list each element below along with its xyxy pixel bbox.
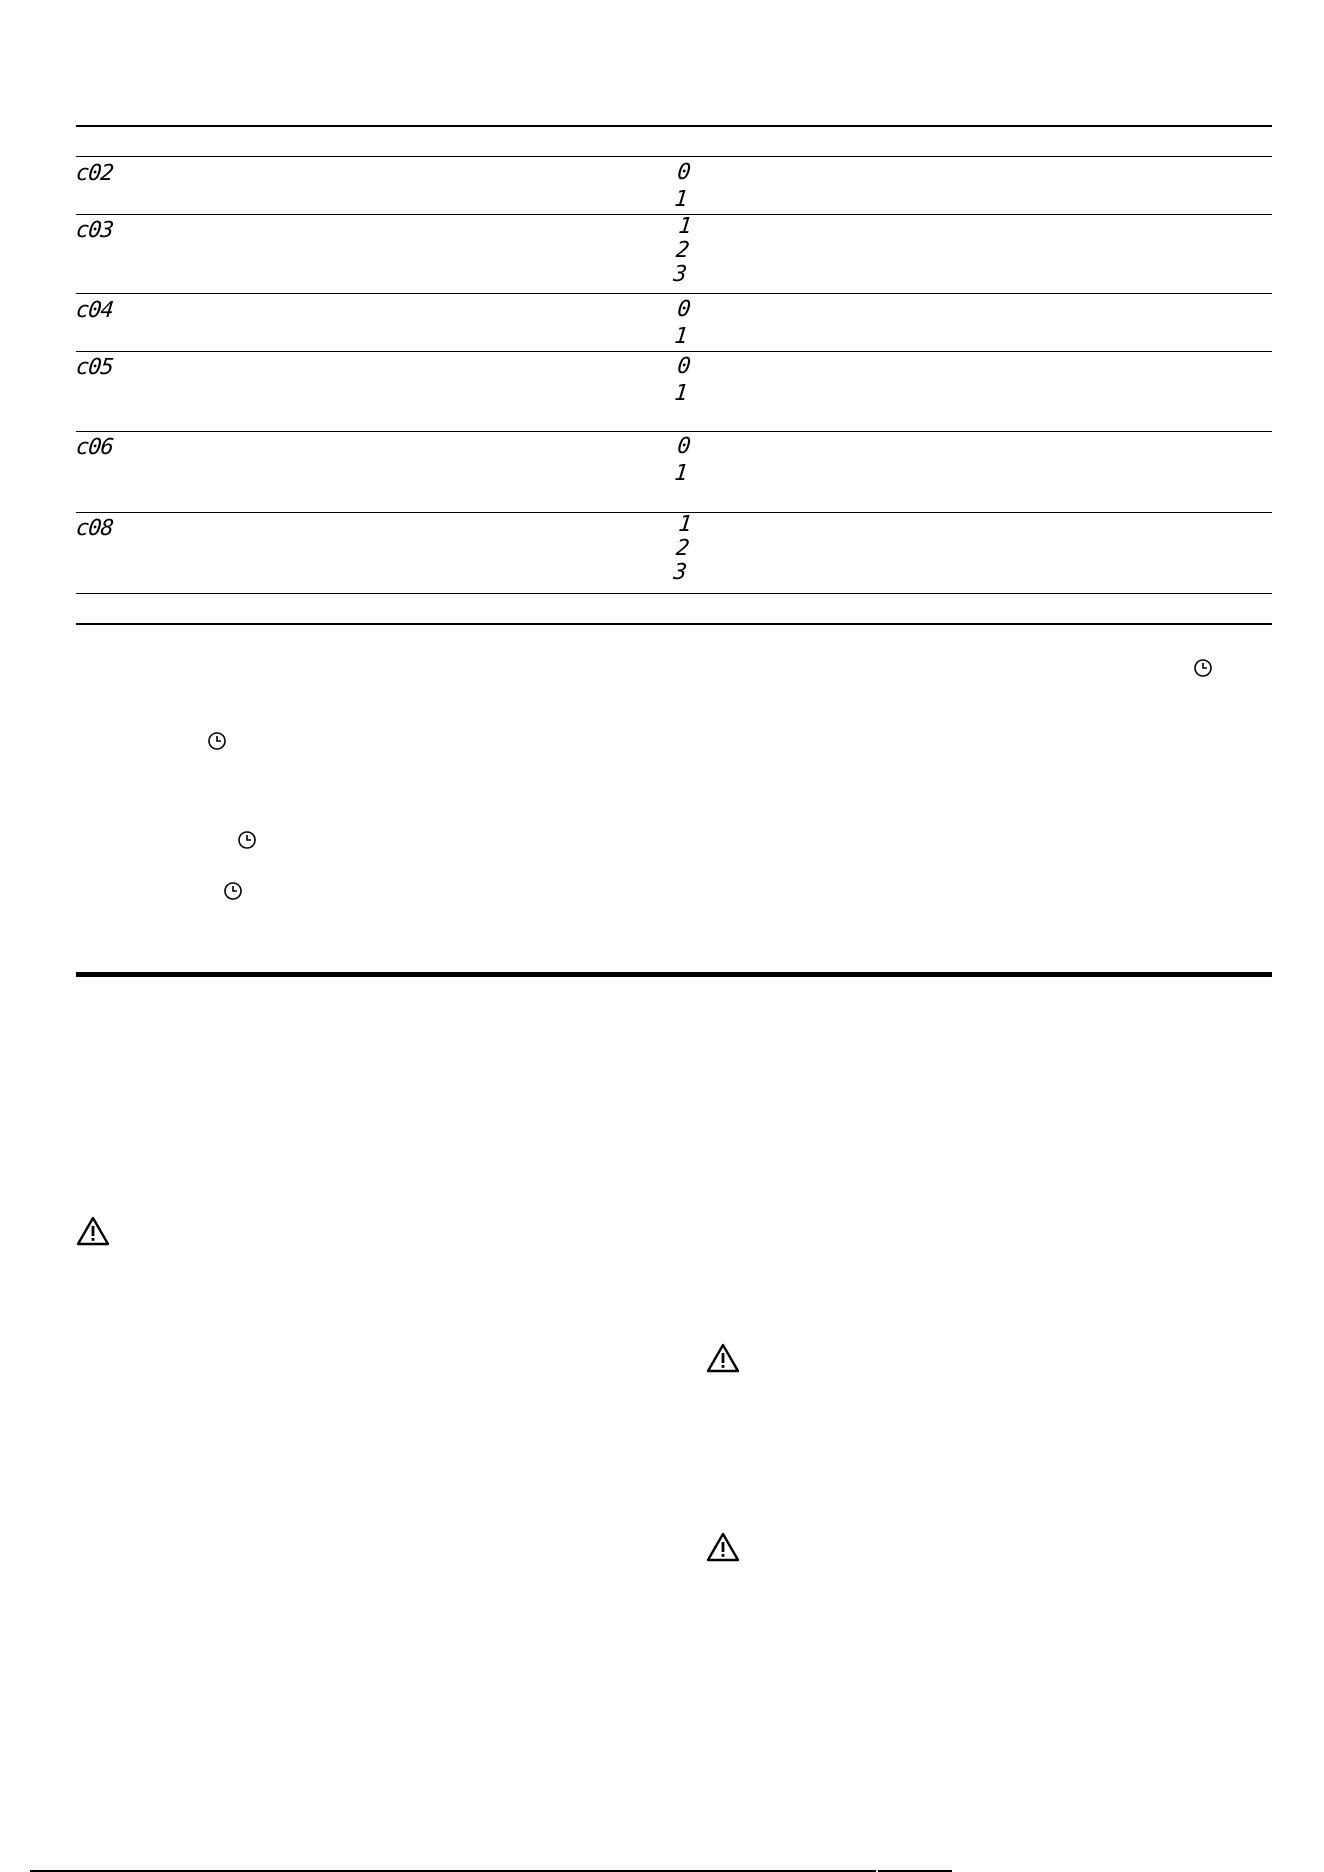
setting-code: c08	[74, 516, 115, 541]
clock-icon	[236, 829, 258, 851]
setting-values	[672, 215, 693, 287]
setting-value: 1	[673, 461, 690, 486]
section-divider	[76, 972, 1272, 977]
warning-triangle-icon	[706, 1343, 740, 1373]
table-header-rule	[76, 156, 1272, 157]
setting-values	[673, 353, 692, 407]
row-divider	[76, 431, 1272, 432]
clock-icon	[206, 730, 228, 752]
setting-value: 1	[673, 381, 690, 406]
setting-values	[673, 433, 692, 487]
setting-code: c03	[74, 218, 115, 243]
row-divider	[76, 351, 1272, 352]
setting-value: 0	[676, 160, 692, 185]
clock-icon	[1192, 657, 1214, 679]
setting-value: 1	[677, 214, 694, 239]
setting-value: 0	[676, 297, 692, 322]
setting-value: 0	[676, 354, 692, 379]
warning-triangle-icon	[706, 1532, 740, 1562]
setting-code: c06	[74, 435, 115, 460]
setting-value: 3	[672, 262, 689, 287]
row-divider	[76, 593, 1272, 594]
clock-icon	[222, 880, 244, 902]
setting-value: 1	[677, 512, 694, 537]
table-bottom-rule	[76, 623, 1272, 625]
setting-code: c04	[74, 298, 115, 323]
setting-value: 1	[673, 324, 690, 349]
setting-value: 2	[674, 536, 691, 561]
warning-triangle-icon	[76, 1216, 110, 1246]
setting-value: 2	[674, 238, 691, 263]
setting-code: c02	[74, 161, 115, 186]
row-divider	[76, 214, 1272, 215]
setting-values	[672, 513, 693, 585]
table-top-rule	[76, 125, 1272, 127]
row-divider	[76, 293, 1272, 294]
setting-values	[673, 296, 692, 350]
setting-code: c05	[74, 355, 115, 380]
setting-value: 0	[676, 434, 692, 459]
setting-values	[673, 159, 692, 213]
setting-value: 3	[672, 560, 689, 585]
setting-value: 1	[673, 187, 690, 212]
row-divider	[76, 512, 1272, 513]
